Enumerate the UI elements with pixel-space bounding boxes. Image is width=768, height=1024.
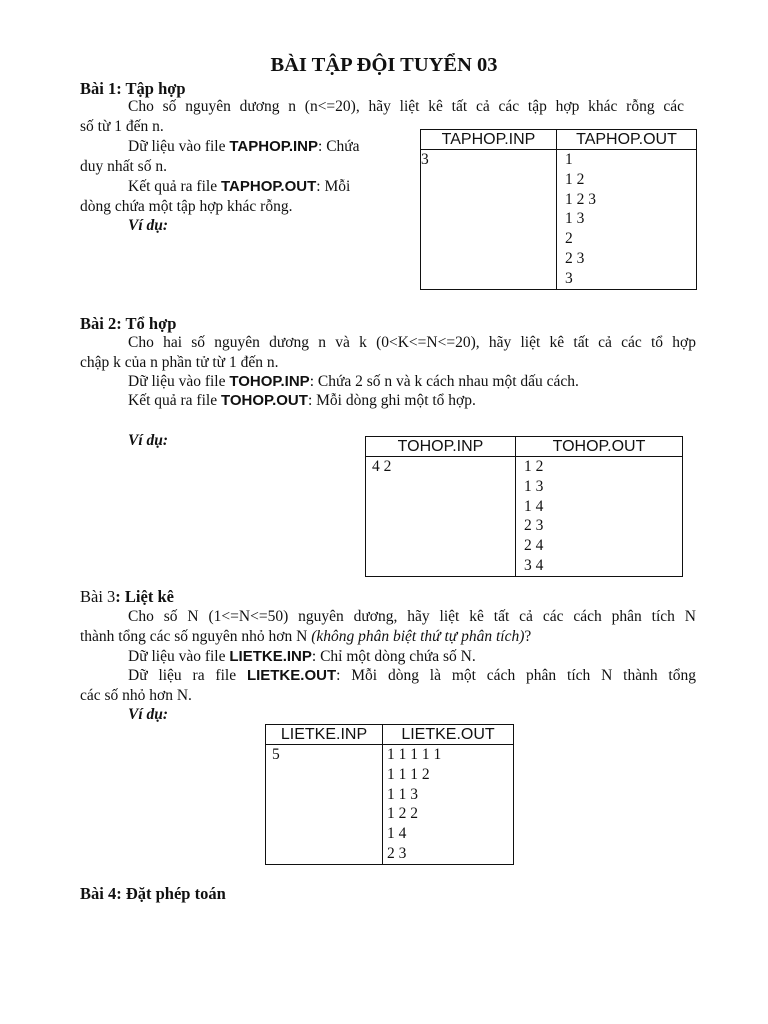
output-row: 1 3 xyxy=(565,210,585,228)
bai3-output-line2: các số nhỏ hơn N. xyxy=(80,687,192,704)
bai1-table-input-cell: 3 xyxy=(421,150,557,290)
output-row: 2 3 xyxy=(524,517,544,535)
output-row: 1 1 1 2 xyxy=(387,765,430,783)
output-row: 1 2 2 xyxy=(387,805,418,823)
output-row: 2 3 xyxy=(565,249,585,267)
bai3-input-file: LIETKE.INP xyxy=(229,648,312,665)
bai2-table-header-out: TOHOP.OUT xyxy=(516,437,683,457)
bai2-table-header-inp: TOHOP.INP xyxy=(366,437,516,457)
output-row: 2 4 xyxy=(524,537,544,555)
output-row: 1 2 xyxy=(524,458,544,475)
bai4-heading: Bài 4: Đặt phép toán xyxy=(80,884,226,903)
bai2-description-line1: Cho hai số nguyên dương n và k (0<K<=N<=20), hãy liệt kê tất cả các tổ hợp xyxy=(128,334,696,351)
bai2-description-line2: chập k của n phần tử từ 1 đến n. xyxy=(80,354,279,371)
output-row: 3 xyxy=(565,269,573,287)
bai2-table-output-cell xyxy=(516,457,683,577)
bai3-input-line: Dữ liệu vào file LIETKE.INP: Chỉ một dòng chứa số N. xyxy=(128,648,476,665)
bai3-example-table xyxy=(265,724,514,865)
output-row: 1 1 3 xyxy=(387,785,418,803)
page-title: BÀI TẬP ĐỘI TUYỂN 03 xyxy=(270,54,498,76)
bai1-description-line1: Cho số nguyên dương n (n<=20), hãy liệt kê tất cả các tập hợp khác rỗng các xyxy=(128,98,684,115)
bai1-example-table xyxy=(420,129,697,290)
output-row: 1 xyxy=(565,151,573,168)
bai1-input-file: TAPHOP.INP xyxy=(229,138,319,155)
bai2-input-line: Dữ liệu vào file TOHOP.INP: Chứa 2 số n và k cách nhau một dấu cách. xyxy=(128,373,579,390)
bai3-output-line: Dữ liệu ra file LIETKE.OUT: Mỗi dòng là một cách phân tích N thành tổng xyxy=(128,667,696,684)
output-row: 1 4 xyxy=(524,497,544,515)
bai2-output-line: Kết quả ra file TOHOP.OUT: Mỗi dòng ghi một tổ hợp. xyxy=(128,392,476,409)
output-row: 1 3 xyxy=(524,477,544,495)
output-row: 2 3 xyxy=(387,844,407,862)
bai3-table-input-cell: 5 xyxy=(266,745,383,865)
bai3-description-line1: Cho số N (1<=N<=50) nguyên dương, hãy liệt kê tất cả các cách phân tích N xyxy=(128,608,696,625)
bai3-table-header-out: LIETKE.OUT xyxy=(383,725,514,745)
bai2-output-file: TOHOP.OUT xyxy=(220,392,308,409)
output-row: 1 4 xyxy=(387,825,407,843)
bai3-output-file: LIETKE.OUT xyxy=(246,667,337,684)
bai1-input-line2: duy nhất số n. xyxy=(80,158,167,175)
output-row: 1 2 3 xyxy=(565,190,596,208)
bai2-input-file: TOHOP.INP xyxy=(229,373,310,390)
bai3-table-header-inp: LIETKE.INP xyxy=(266,725,383,745)
bai3-example-label: Ví dụ: xyxy=(128,706,169,723)
bai1-output-line: Kết quả ra file TAPHOP.OUT: Mỗi xyxy=(128,178,351,195)
bai2-table-input-cell: 4 2 xyxy=(366,457,516,577)
bai2-heading: Bài 2: Tổ hợp xyxy=(80,314,177,333)
bai1-input-line: Dữ liệu vào file TAPHOP.INP: Chứa xyxy=(128,138,360,155)
output-row: 2 xyxy=(565,230,573,248)
bai1-heading: Bài 1: Tập hợp xyxy=(80,79,186,98)
output-row: 1 1 1 1 1 xyxy=(387,746,442,763)
bai1-output-line2: dòng chứa một tập hợp khác rỗng. xyxy=(80,198,293,215)
bai3-description-line2: thành tổng các số nguyên nhỏ hơn N (không phân biệt thứ tự phân tích)? xyxy=(80,628,532,645)
bai1-table-header-out: TAPHOP.OUT xyxy=(557,130,697,150)
bai1-output-file: TAPHOP.OUT xyxy=(220,178,317,195)
bai1-table-header-inp: TAPHOP.INP xyxy=(421,130,557,150)
bai1-table-output-cell xyxy=(557,150,697,290)
bai2-example-label: Ví dụ: xyxy=(128,432,169,449)
bai1-example-label: Ví dụ: xyxy=(128,217,169,234)
output-row: 3 4 xyxy=(524,556,544,574)
output-row: 1 2 xyxy=(565,170,585,188)
bai2-example-table xyxy=(365,436,683,577)
bai3-table-output-cell xyxy=(383,745,514,865)
bai1-description-line2: số từ 1 đến n. xyxy=(80,118,164,135)
bai3-heading: Bài 3: Liệt kê xyxy=(80,587,174,606)
